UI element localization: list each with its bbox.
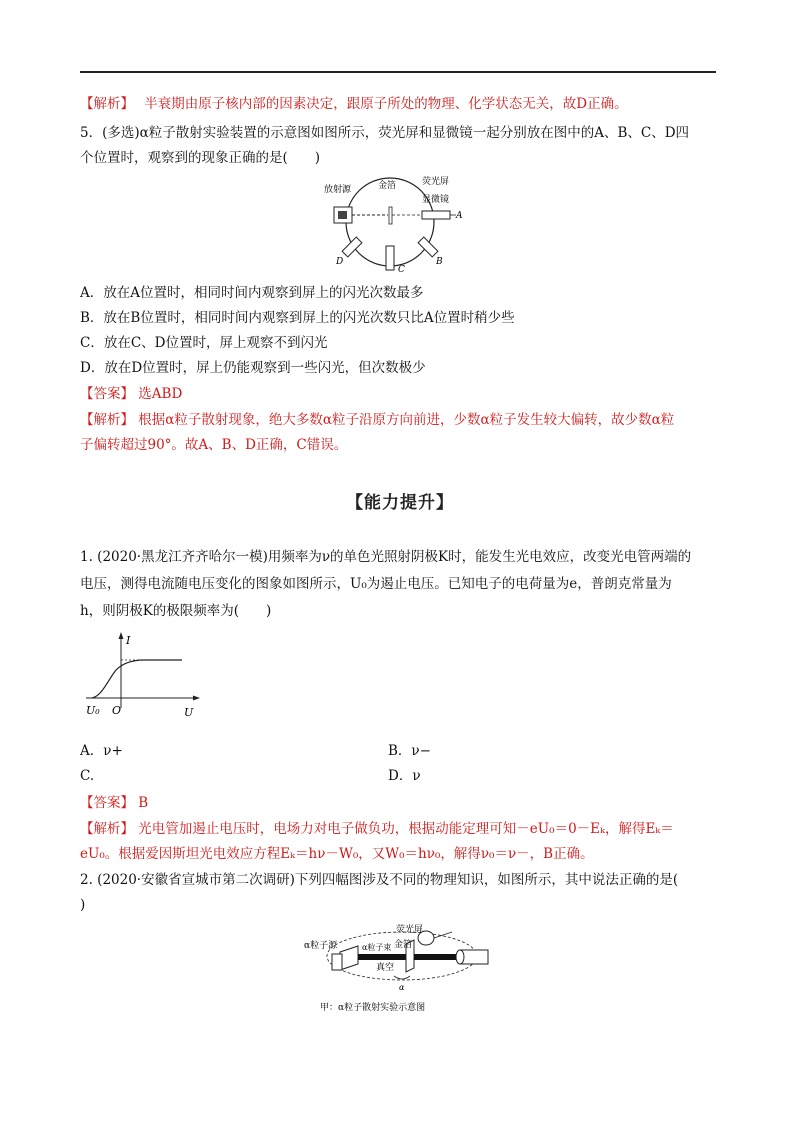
label-foil: 金箔 <box>378 181 397 191</box>
label-alpha: α <box>399 983 405 992</box>
analysis-text: 光电管加遏止电压时，电场力对电子做负功，根据动能定理可知－eU₀＝0－Eₖ，解得Eₖ＝ <box>138 821 674 837</box>
q5-analysis-line2: 子偏转超过90°。故A、B、D正确，C错误。 <box>80 437 348 453</box>
q1-graph <box>84 630 204 720</box>
origin-label: O <box>112 704 122 717</box>
q5-stem-line1: 5．(多选)α粒子散射实验装置的示意图如图所示，荧光屏和显微镜一起分别放在图中的A、B、C、D四 <box>80 125 690 141</box>
section-title: 【能力提升】 <box>346 493 454 513</box>
q1-stem-line1: 1. (2020·黑龙江齐齐哈尔一模)用频率为ν的单色光照射阴极K时，能发生光电效应，改变光电管两端的 <box>80 549 692 565</box>
q1-option-a: A．ν+ <box>80 743 123 759</box>
label-microscope: 显微镜 <box>422 195 450 205</box>
label-b: B <box>436 257 443 267</box>
q2-figure <box>302 916 497 1016</box>
analysis-text: 根据α粒子散射现象，绝大多数α粒子沿原方向前进，少数α粒子发生较大偏转，故少数α粒 <box>138 412 675 428</box>
q1-analysis-line1 <box>80 819 674 839</box>
label-vacuum: 真空 <box>376 963 395 973</box>
q2-stem-line1: 2. (2020·安徽省宣城市第二次调研)下列四幅图涉及不同的物理知识，如图所示，其中说法正确的是( <box>80 872 679 888</box>
q5-answer-line <box>80 384 182 404</box>
prev-analysis-line <box>80 94 628 114</box>
q1-analysis-line2: eU₀。根据爱因斯坦光电效应方程Eₖ＝hν－W₀，又W₀＝hν₀，解得ν₀＝ν－，B正确。 <box>80 846 594 862</box>
figure-caption: 甲：α粒子散射实验示意图 <box>320 1003 426 1013</box>
q5-option-c: C．放在C、D位置时，屏上观察不到闪光 <box>80 335 328 351</box>
header-rule <box>80 71 716 73</box>
analysis-tag: 【解析】 <box>80 412 134 428</box>
q1-stem-line2: 电压，测得电流随电压变化的图象如图所示，U₀为遏止电压。已知电子的电荷量为e，普朗克常量为 <box>80 576 672 592</box>
answer-text: B <box>138 795 149 811</box>
q1-option-b: B．ν− <box>388 743 431 759</box>
q5-figure <box>322 172 472 276</box>
analysis-text: 半衰期由原子核内部的因素决定，跟原子所处的物理、化学状态无关，故D正确。 <box>144 96 628 112</box>
q1-answer-line <box>80 793 148 813</box>
label-source: α粒子源 <box>304 941 338 951</box>
label-screen: 荧光屏 <box>396 925 424 935</box>
analysis-tag: 【解析】 <box>80 821 134 837</box>
label-d: D <box>336 257 344 267</box>
q1-stem-line3: h，则阴极K的极限频率为( ) <box>80 603 272 619</box>
u0-label: U₀ <box>86 704 100 717</box>
label-screen: 荧光屏 <box>422 177 450 187</box>
x-axis-label: U <box>184 706 194 719</box>
q5-option-a: A．放在A位置时，相同时间内观察到屏上的闪光次数最多 <box>80 285 424 301</box>
answer-tag: 【答案】 <box>80 386 134 402</box>
label-source: 放射源 <box>324 185 352 195</box>
q5-analysis-line1 <box>80 410 674 430</box>
label-a: A <box>456 211 463 221</box>
label-c: C <box>398 265 405 275</box>
answer-tag: 【答案】 <box>80 795 134 811</box>
q5-stem-line2: 个位置时，观察到的现象正确的是( ) <box>80 150 321 166</box>
answer-text: 选ABD <box>138 386 183 402</box>
analysis-tag: 【解析】 <box>80 96 134 112</box>
label-foil: 金箔 <box>394 940 413 950</box>
y-axis-label: I <box>126 634 131 647</box>
q2-stem-line2: ) <box>80 897 86 913</box>
q5-option-b: B．放在B位置时，相同时间内观察到屏上的闪光次数只比A位置时稍少些 <box>80 310 515 326</box>
q5-option-d: D．放在D位置时，屏上仍能观察到一些闪光，但次数极少 <box>80 360 426 376</box>
q1-option-d: D．ν <box>388 768 421 784</box>
label-beam: α粒子束 <box>362 943 392 952</box>
q1-option-c: C. <box>80 768 95 784</box>
